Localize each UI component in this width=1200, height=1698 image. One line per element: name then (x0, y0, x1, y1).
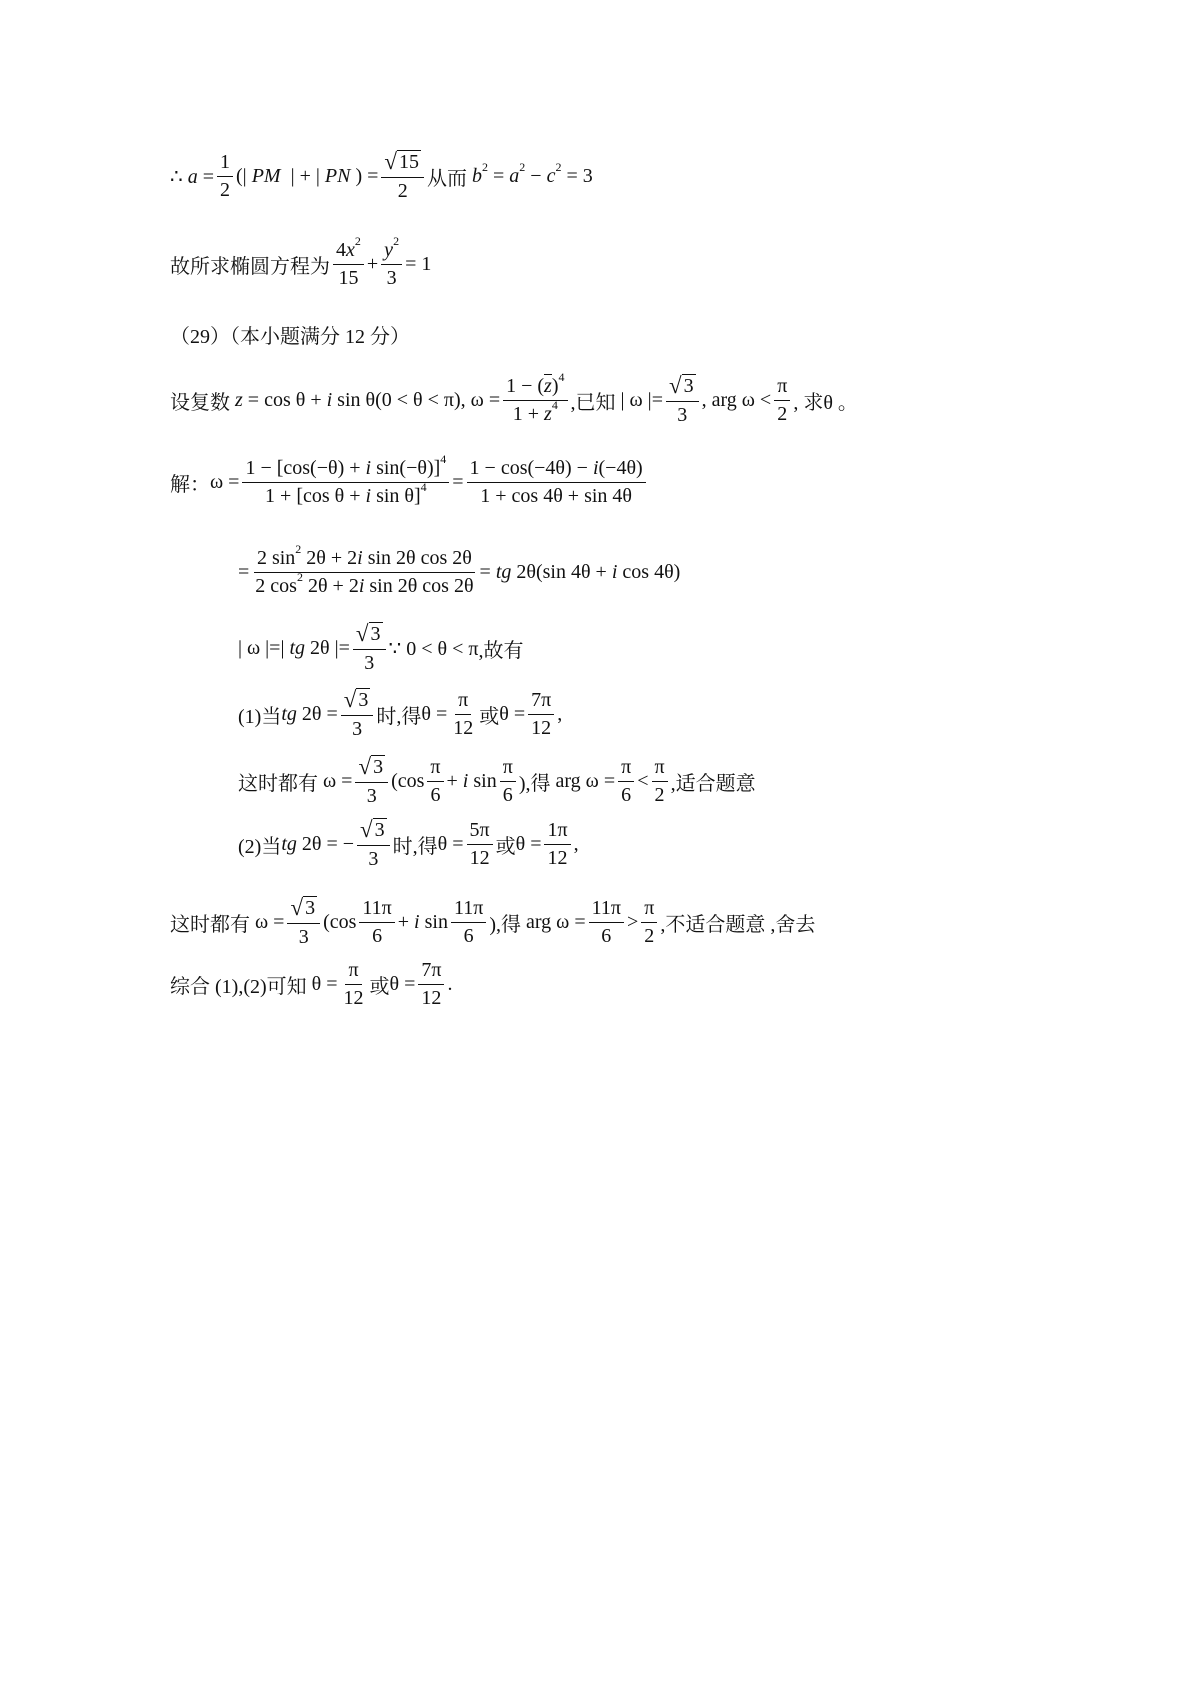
fraction: $\frac{7\pi}{12}$ (418, 960, 444, 1009)
fraction: $\frac{11\pi}{6}$ (589, 898, 624, 947)
fraction: $\frac{\pi}{2}$ (641, 898, 657, 947)
solution-case-1-check: 这时都有 ω = √ 3 3 (cos $\frac{\pi}{6}$ + i sin $\frac{\pi}{6}$ ),得 arg ω = $\frac{\pi}{6}$ < $\frac{\pi}{2}$ ,适合题意 (238, 754, 756, 807)
fraction: $\frac{\pi}{2}$ (774, 376, 790, 425)
fraction: √ 3 3 (287, 896, 320, 948)
solution-step-1: 解： ω = $\frac{1 - [\cos(-\theta) + i \sin(-\theta)]^4}{1 + [\cos \theta + i \sin \theta]^4}$ = $\frac{1 - \cos(-4\theta) - i(-4\theta)}{1 + \cos 4\theta + \sin 4\theta}$ (170, 458, 649, 507)
fraction: $\frac{\pi}{6}$ (500, 757, 516, 806)
fraction: $\frac{\pi}{6}$ (618, 757, 634, 806)
fraction: √ 3 3 (355, 755, 388, 807)
fraction: √ 15 2 (381, 150, 424, 202)
fraction: $\frac{1\pi}{12}$ (544, 820, 570, 869)
fraction: $\frac{11\pi}{6}$ (359, 898, 394, 947)
problem-header: （29）（本小题满分 12 分） (170, 326, 410, 348)
solution-case-1: (1)当 tg 2θ = √ 3 3 时 ,得 θ = $\frac{\pi}{12}$ 或 θ = $\frac{7\pi}{12}$ , (238, 687, 563, 740)
fraction: √ 3 3 (341, 688, 374, 740)
fraction: $\frac{1 - [\cos(-\theta) + i \sin(-\theta)]^4}{1 + [\cos \theta + i \sin \theta]^4}$ (242, 458, 449, 507)
fraction: $\frac{\pi}{12}$ (343, 959, 364, 1009)
fraction: $\frac{5\pi}{12}$ (467, 820, 493, 869)
solution-summary: 综合 (1),(2)可知 θ = $\frac{\pi}{12}$ 或 θ = $\frac{7\pi}{12}$ . (170, 959, 453, 1009)
fraction: $\frac{1}{2}$ (217, 152, 233, 201)
fraction: $\frac{1 - (z)^4}{1 + z^4}$ (503, 376, 567, 425)
fraction: $\frac{2 \sin^2 2\theta + 2i \sin 2\theta \cos 2\theta}{2 \cos^2 2\theta + 2i \sin 2\theta \cos 2\theta}$ (255, 542, 474, 597)
fraction: $\frac{\pi}{6}$ (427, 757, 443, 806)
fraction: $\frac{11\pi}{6}$ (451, 898, 486, 947)
solution-case-2: (2)当 tg 2θ = − √ 3 3 时 ,得 θ = $\frac{5\pi}{12}$ 或 θ = $\frac{1\pi}{12}$ , (238, 817, 579, 870)
solution-step-3: | ω |=| tg 2θ |= √ 3 3 ∵ 0 < θ < π ,故有 (238, 621, 524, 674)
fraction: $\frac{7\pi}{12}$ (528, 690, 554, 739)
fraction: $\frac{4x^2}{15}$ (333, 240, 364, 289)
fraction: √ 3 3 (357, 818, 390, 870)
fraction: $\frac{1 - \cos(-4\theta) - i(-4\theta)}{1 + \cos 4\theta + \sin 4\theta}$ (467, 458, 646, 507)
eq-ellipse: 故所求椭圆方程为 $\frac{4x^2}{15}$ + $\frac{y^2}{3}$ = 1 (170, 234, 432, 289)
problem-statement: 设复数 z = cos θ + i sin θ(0 < θ < π), ω = $\frac{1 - (z)^4}{1 + z^4}$ ,已知 | ω |= √ 3 3 , arg ω < $\frac{\pi}{2}$ , 求θ 。 (170, 369, 858, 426)
solution-case-2-check: 这时都有 ω = √ 3 3 (cos $\frac{11\pi}{6}$ + i sin $\frac{11\pi}{6}$ ),得 arg ω = $\frac{11\pi}{6}$ > $\frac{\pi}{2}$ ,不适合题意 ,舍去 (170, 895, 816, 948)
solution-step-2: = $\frac{2 \sin^2 2\theta + 2i \sin 2\theta \cos 2\theta}{2 \cos^2 2\theta + 2i \sin 2\theta \cos 2\theta}$ = tg 2θ(sin 4θ + i cos 4θ) (238, 542, 681, 597)
fraction: √ 3 3 (666, 374, 699, 426)
fraction: $\frac{y^2}{3}$ (381, 240, 402, 289)
fraction: $\frac{\pi}{12}$ (453, 688, 474, 739)
fraction: √ 3 3 (353, 622, 386, 674)
fraction: $\frac{\pi}{2}$ (652, 757, 668, 806)
eq-semi-major-axis: ∴ a = $\frac{1}{2}$ (| PM | + | PN ) = √ 15 2 从而 $b^2 = a^2 - c^2 = 3$ (170, 149, 593, 202)
